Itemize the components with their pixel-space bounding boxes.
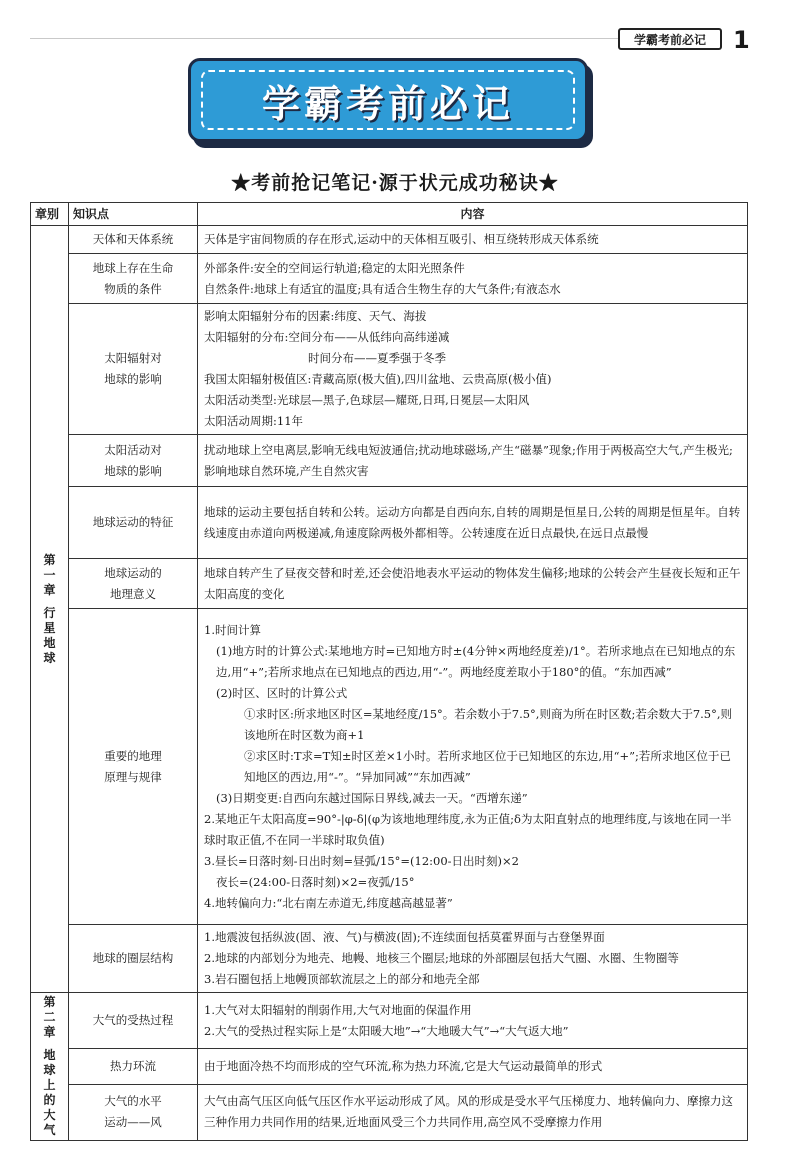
knowledge-point	[69, 1084, 198, 1140]
running-header: 学霸考前必记	[618, 28, 722, 50]
point-text: 地理意义	[110, 586, 156, 601]
content-line: 4.地转偏向力:“北右南左赤道无,纬度越高越显著”	[204, 895, 453, 910]
content-line: (1)地方时的计算公式:某地地方时=已知地方时±(4分钟×两地经度差)/1°。若所求地点在已知地点的东边,用“+”;若所求地点在已知地点的西边,用“-”。两地经度差取小于180°的值。“东加西减”	[216, 643, 736, 679]
header-knowledge-point: 知识点	[69, 203, 198, 226]
point-text: 物质的条件	[104, 281, 162, 296]
knowledge-point	[69, 925, 198, 993]
content-line: (2)时区、区时的计算公式	[216, 685, 348, 700]
content-line: 天体是宇宙间物质的存在形式,运动中的天体相互吸引、相互绕转形成天体系统	[204, 232, 599, 246]
content-cell	[198, 559, 748, 609]
content-line: 2.某地正午太阳高度=90°-|φ-δ|(φ为该地地理纬度,永为正值;δ为太阳直射点的地理纬度,与该地在同一半球时取正值,不在同一半球时取负值)	[204, 811, 732, 847]
point-text: 热力环流	[110, 1058, 156, 1073]
content-line: 太阳活动周期:11年	[204, 414, 304, 428]
content-cell	[198, 609, 748, 925]
table-row	[31, 226, 748, 254]
content-line: 地球的运动主要包括自转和公转。运动方向都是自西向东,自转的周期是恒星日,公转的周期是恒星年。自转线速度由赤道向两极递减,角速度除两极外都相等。公转速度在近日点最快,在远日点最慢	[204, 504, 741, 540]
knowledge-point	[69, 609, 198, 925]
point-text: 大气的水平	[104, 1094, 162, 1109]
content-line: 1.大气对太阳辐射的削弱作用,大气对地面的保温作用	[204, 1002, 472, 1017]
content-line: 太阳活动类型:光球层—黑子,色球层—耀斑,日珥,日冕层—太阳风	[204, 393, 530, 407]
chapter-number: 第二章	[43, 995, 56, 1039]
table-row	[31, 304, 748, 435]
chapter-name: 地球上的大气	[43, 1048, 56, 1137]
knowledge-point	[69, 435, 198, 487]
content-line: 大气由高气压区向低气压区作水平运动形成了风。风的形成是受水平气压梯度力、地转偏向力、摩擦力这三种作用力共同作用的结果,近地面风受三个力共同作用,高空风不受摩擦力作用	[204, 1094, 733, 1130]
point-text: 重要的地理	[104, 748, 162, 763]
content-line: 时间分布——夏季强于冬季	[308, 351, 446, 365]
content-line: 由于地面冷热不均而形成的空气环流,称为热力环流,它是大气运动最简单的形式	[204, 1058, 603, 1073]
content-line: ②求区时:T求=T知±时区差×1小时。若所求地区位于已知地区的东边,用“+”;若所求地区位于已知地区的西边,用“-”。“异加同减”“东加西减”	[244, 748, 731, 784]
point-text: 原理与规律	[104, 769, 162, 784]
content-line: 1.时间计算	[204, 622, 261, 637]
point-text: 地球运动的	[104, 565, 162, 580]
content-line: 1.地震波包括纵波(固、液、气)与横波(固);不连续面包括莫霍界面与古登堡界面	[204, 930, 605, 944]
header-content: 内容	[198, 203, 748, 226]
table-row	[31, 1084, 748, 1140]
page-number: 1	[733, 26, 750, 54]
table-row	[31, 487, 748, 559]
table-row	[31, 254, 748, 304]
knowledge-point	[69, 993, 198, 1049]
content-line: 扰动地球上空电离层,影响无线电短波通信;扰动地球磁场,产生“磁暴”现象;作用于两极高空大气,产生极光;影响地球自然环境,产生自然灾害	[204, 442, 733, 478]
knowledge-point	[69, 304, 198, 435]
content-line: ①求时区:所求地区时区=某地经度/15°。若余数小于7.5°,则商为所在时区数;若余数大于7.5°,则该地所在时区数为商+1	[244, 706, 733, 742]
knowledge-point	[69, 226, 198, 254]
table-row	[31, 925, 748, 993]
title-banner-frame	[201, 70, 575, 130]
title-banner	[188, 58, 588, 142]
table-row	[31, 993, 748, 1049]
content-line: 夜长=(24:00-日落时刻)×2=夜弧/15°	[216, 874, 415, 889]
point-text: 地球运动的特征	[92, 515, 174, 529]
table-row	[31, 435, 748, 487]
knowledge-point	[69, 559, 198, 609]
table-row	[31, 609, 748, 925]
content-line: 我国太阳辐射极值区:青藏高原(极大值),四川盆地、云贵高原(极小值)	[204, 372, 552, 386]
chapter-name: 行星地球	[43, 605, 56, 665]
content-line: 太阳辐射的分布:空间分布——从低纬向高纬递减	[204, 330, 450, 344]
content-cell	[198, 993, 748, 1049]
point-text: 地球的圈层结构	[92, 951, 174, 965]
point-text: 天体和天体系统	[92, 232, 174, 246]
table-header-row	[31, 203, 748, 226]
content-line: 外部条件:安全的空间运行轨道;稳定的太阳光照条件	[204, 260, 465, 275]
chapter-cell-2	[31, 993, 69, 1141]
content-cell	[198, 254, 748, 304]
point-text: 地球的影响	[104, 463, 162, 478]
point-text: 运动——风	[104, 1115, 162, 1130]
content-cell	[198, 1084, 748, 1140]
content-line: 3.昼长=日落时刻-日出时刻=昼弧/15°=(12:00-日出时刻)×2	[204, 853, 519, 868]
content-line: 影响太阳辐射分布的因素:纬度、天气、海拔	[204, 309, 427, 323]
content-line: 2.地球的内部划分为地壳、地幔、地核三个圈层;地球的外部圈层包括大气圈、水圈、生物圈等	[204, 951, 679, 965]
content-cell	[198, 1049, 748, 1085]
chapter-cell-1	[31, 226, 69, 993]
header-chapter: 章别	[31, 203, 69, 226]
point-text: 大气的受热过程	[92, 1013, 174, 1028]
content-line: 2.大气的受热过程实际上是“太阳暖大地”→“大地暖大气”→“大气返大地”	[204, 1023, 569, 1038]
table-row	[31, 1049, 748, 1085]
point-text: 太阳活动对	[104, 442, 162, 457]
content-cell	[198, 226, 748, 254]
knowledge-point	[69, 487, 198, 559]
content-line: 自然条件:地球上有适宜的温度;具有适合生物生存的大气条件;有液态水	[204, 281, 561, 296]
content-cell	[198, 304, 748, 435]
notes-table	[30, 202, 748, 1141]
knowledge-point	[69, 1049, 198, 1085]
content-cell	[198, 435, 748, 487]
content-cell	[198, 925, 748, 993]
header-rule	[30, 38, 618, 39]
knowledge-point	[69, 254, 198, 304]
content-line: (3)日期变更:自西向东越过国际日界线,减去一天。“西增东递”	[216, 790, 528, 805]
table-row	[31, 559, 748, 609]
content-line: 3.岩石圈包括上地幔顶部软流层之上的部分和地壳全部	[204, 972, 480, 986]
chapter-number: 第一章	[43, 552, 56, 597]
content-line: 地球自转产生了昼夜交替和时差,还会使沿地表水平运动的物体发生偏移;地球的公转会产生昼夜长短和正午太阳高度的变化	[204, 565, 741, 601]
content-cell	[198, 487, 748, 559]
point-text: 太阳辐射对	[104, 351, 162, 365]
point-text: 地球的影响	[104, 372, 162, 386]
point-text: 地球上存在生命	[92, 260, 174, 275]
subtitle: ★考前抢记笔记·源于状元成功秘诀★	[231, 172, 559, 194]
banner-title: 学霸考前必记	[261, 81, 514, 126]
